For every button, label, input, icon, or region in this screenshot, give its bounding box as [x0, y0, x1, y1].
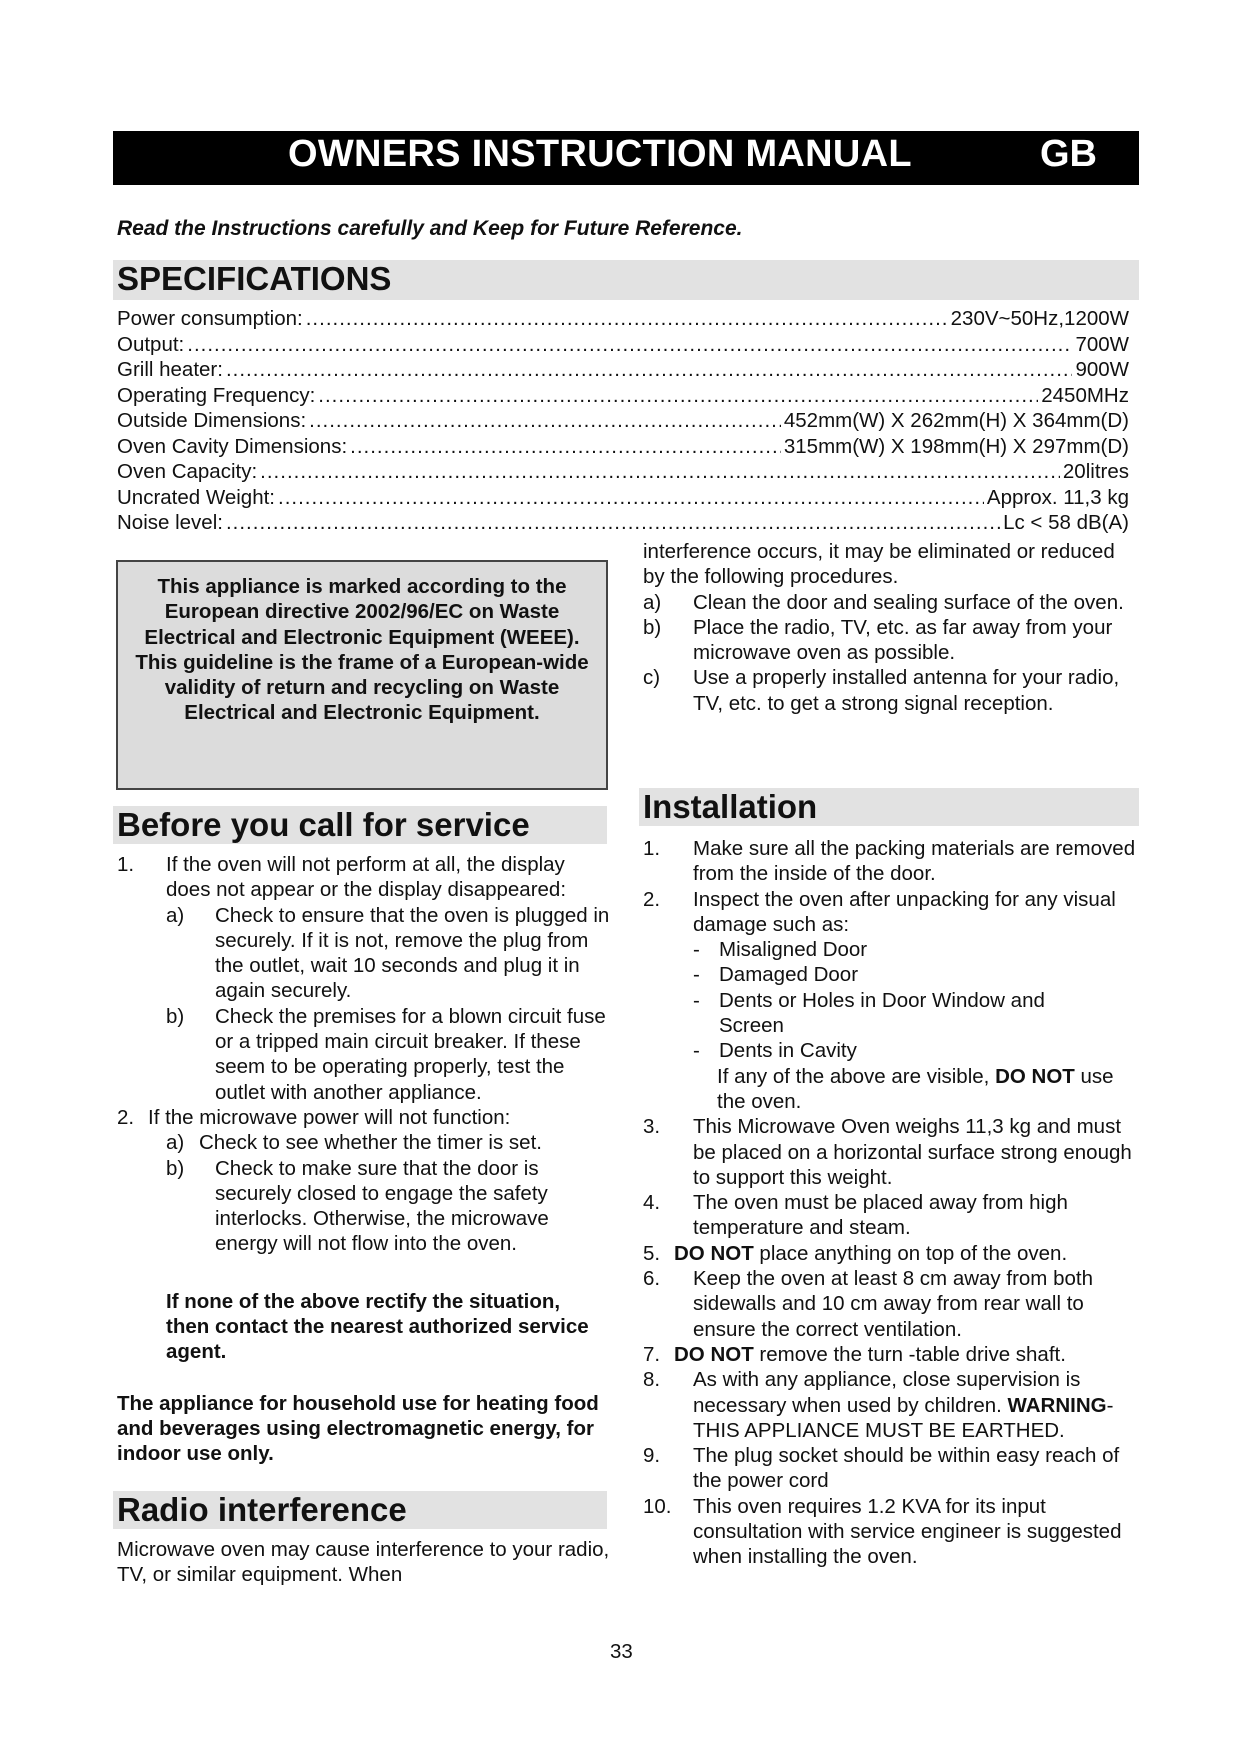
manual-title-bar: [113, 131, 1139, 185]
radio-procedures: [643, 539, 1128, 716]
spec-label: Noise level:: [117, 511, 223, 534]
specifications-list: [117, 306, 1129, 536]
list-item: [643, 1443, 1138, 1494]
item-text: Inspect the oven after unpacking for any visual damage such as:: [693, 887, 1116, 936]
item-number: 6.: [643, 1267, 661, 1291]
spec-row: [117, 434, 1129, 460]
item-text: place anything on top of the oven.: [753, 1241, 1068, 1265]
list-item: [166, 1004, 612, 1105]
item-text: Use a properly installed antenna for your radio, TV, etc. to get a strong signal reception.: [693, 666, 1120, 715]
list-item: [643, 1494, 1138, 1570]
leader-dots: [226, 510, 1000, 535]
spec-label: Output:: [117, 332, 185, 356]
list-item: [117, 1105, 612, 1130]
language-code: GB: [1040, 133, 1097, 175]
do-not-emphasis: DO NOT: [674, 1241, 754, 1265]
list-item: [166, 1156, 612, 1257]
dash-bullet: -: [693, 1039, 700, 1063]
item-text: Check the premises for a blown circuit fuse or a tripped main circuit breaker. If these seem to be operating properly, test the outlet with another appliance.: [215, 1004, 606, 1104]
leader-dots: [278, 485, 984, 510]
item-text: Check to make sure that the door is securely closed to engage the safety interlocks. Otherwise, the microwave energy will not flow into the oven.: [215, 1156, 549, 1256]
list-item: [643, 1266, 1138, 1342]
item-number: 4.: [643, 1191, 661, 1215]
item-text: Check to ensure that the oven is plugged in securely. If it is not, remove the plug from the outlet, wait 10 seconds and plug it in again securely.: [215, 903, 610, 1003]
spec-row: [117, 408, 1129, 434]
leader-dots: [318, 383, 1038, 408]
spec-label: Oven Cavity Dimensions:: [117, 434, 348, 458]
item-text: This oven requires 1.2 KVA for its input consultation with service engineer is suggested when installing the oven.: [693, 1494, 1122, 1569]
spec-label: Oven Capacity:: [117, 460, 258, 483]
item-number: 3.: [643, 1115, 661, 1139]
item-number: 7.: [643, 1342, 661, 1366]
spec-value: 700W: [1075, 332, 1129, 356]
spec-row: [117, 510, 1129, 536]
spec-row: [117, 332, 1129, 358]
read-instructions-note: Read the Instructions carefully and Keep for Future Reference.: [117, 217, 743, 240]
list-item: [643, 590, 1128, 615]
spec-value: 315mm(W) X 198mm(H) X 297mm(D): [783, 434, 1129, 458]
item-number: 9.: [643, 1444, 661, 1468]
list-item: [643, 1114, 1138, 1190]
spec-label: Operating Frequency:: [117, 383, 316, 407]
list-item: [693, 988, 1099, 1039]
visible-damage-note: [717, 1064, 1127, 1115]
weee-guideline-text: This guideline is the frame of a European-wide validity of return and recycling on Waste Electrical and Electronic Equipment.: [135, 650, 589, 725]
leader-dots: [309, 408, 781, 433]
item-number: 5.: [643, 1241, 661, 1265]
list-item: [643, 887, 1138, 938]
spec-row: [117, 459, 1129, 485]
do-not-emphasis: DO NOT: [674, 1342, 754, 1366]
do-not-emphasis: DO NOT: [995, 1064, 1075, 1088]
radio-intro: [117, 1537, 612, 1588]
list-item: [643, 1367, 1123, 1443]
spec-value: 20litres: [1062, 460, 1129, 483]
item-letter: a): [166, 1131, 185, 1155]
leader-dots: [306, 306, 948, 331]
item-text: The oven must be placed away from high temperature and steam.: [693, 1191, 1068, 1240]
item-text: Clean the door and sealing surface of the oven.: [693, 590, 1124, 614]
service-list: [117, 852, 612, 1467]
spec-label: Power consumption:: [117, 307, 303, 330]
leader-dots: [226, 357, 1072, 382]
list-item: [643, 1342, 1138, 1367]
service-heading: Before you call for service: [113, 806, 607, 844]
contact-service-agent-note: If none of the above rectify the situation, then contact the nearest authorized service agent.: [166, 1289, 589, 1364]
item-text: Dents or Holes in Door Window and Screen: [719, 988, 1045, 1038]
spec-row: [117, 383, 1129, 409]
note-text: use the oven.: [717, 1064, 1114, 1113]
dash-bullet: -: [693, 938, 700, 962]
list-item: [643, 615, 1128, 666]
radio-interference-heading: Radio interference: [113, 1491, 607, 1529]
warning-text: -THIS APPLIANCE MUST BE EARTHED.: [693, 1393, 1114, 1442]
leader-dots: [350, 434, 781, 459]
item-text: Misaligned Door: [719, 938, 868, 962]
spec-row: [117, 485, 1129, 511]
item-letter: b): [643, 615, 662, 639]
radio-intro-text: Microwave oven may cause interference to your radio, TV, or similar equipment. When: [117, 1538, 610, 1587]
list-item: [117, 852, 612, 903]
leader-dots: [260, 459, 1060, 484]
specifications-heading: SPECIFICATIONS: [113, 260, 1139, 300]
item-text: If the microwave power will not function:: [148, 1105, 511, 1129]
item-text: This Microwave Oven weighs 11,3 kg and must be placed on a horizontal surface strong enough to support this weight.: [693, 1115, 1132, 1189]
item-text: Place the radio, TV, etc. as far away from your microwave oven as possible.: [693, 615, 1113, 665]
spec-value: Approx. 11,3 kg: [986, 485, 1129, 509]
list-item: [643, 665, 1128, 716]
item-letter: a): [643, 590, 662, 614]
item-letter: b): [166, 1156, 185, 1180]
spec-label: Grill heater:: [117, 358, 223, 381]
item-number: 10.: [643, 1494, 672, 1518]
dash-bullet: -: [693, 988, 700, 1012]
manual-title: OWNERS INSTRUCTION MANUAL: [288, 133, 912, 175]
item-number: 1.: [643, 837, 661, 860]
item-number: 2.: [643, 887, 661, 911]
item-text: Keep the oven at least 8 cm away from both sidewalls and 10 cm away from rear wall to ensure the correct ventilation.: [693, 1267, 1093, 1341]
spec-value: 452mm(W) X 262mm(H) X 364mm(D): [783, 409, 1129, 432]
spec-value: Lc < 58 dB(A): [1003, 511, 1129, 534]
item-text: Make sure all the packing materials are removed from the inside of the door.: [693, 837, 1136, 886]
installation-list: [643, 836, 1138, 1570]
list-item: [693, 1038, 1138, 1063]
item-text: remove the turn -table drive shaft.: [753, 1342, 1066, 1366]
spec-value: 230V~50Hz,1200W: [950, 307, 1129, 330]
list-item: [643, 1241, 1138, 1266]
installation-heading: Installation: [639, 788, 1139, 826]
page-number: 33: [610, 1640, 633, 1663]
item-text: If the oven will not perform at all, the display does not appear or the display disappeared:: [166, 853, 567, 902]
list-item: [643, 836, 1138, 887]
item-letter: c): [643, 666, 661, 690]
note-text: If any of the above are visible,: [717, 1064, 996, 1088]
list-item: [166, 903, 612, 1004]
dash-bullet: -: [693, 963, 700, 987]
list-item: [166, 1130, 612, 1155]
list-item: [693, 962, 1138, 987]
item-text: Damaged Door: [719, 963, 859, 987]
warning-label: WARNING: [1007, 1393, 1107, 1417]
spec-label: Uncrated Weight:: [117, 485, 276, 509]
item-number: 2.: [117, 1105, 135, 1129]
spec-value: 900W: [1075, 358, 1129, 381]
item-text: Check to see whether the timer is set.: [199, 1131, 542, 1155]
item-number: 1.: [117, 853, 135, 876]
leader-dots: [187, 332, 1072, 357]
spec-row: [117, 357, 1129, 383]
item-text: The plug socket should be within easy reach of the power cord: [693, 1444, 1120, 1493]
spec-label: Outside Dimensions:: [117, 409, 307, 432]
list-item: [693, 937, 1138, 962]
item-letter: a): [166, 903, 185, 927]
spec-value: 2450MHz: [1041, 383, 1129, 407]
item-letter: b): [166, 1004, 185, 1028]
item-number: 8.: [643, 1368, 661, 1392]
item-text: As with any appliance, close supervision is necessary when used by children.: [693, 1368, 1081, 1417]
radio-continued-text: interference occurs, it may be eliminated or reduced by the following procedures.: [643, 540, 1115, 589]
list-item: [643, 1190, 1138, 1241]
household-use-note: The appliance for household use for heating food and beverages using electromagnetic energy, for indoor use only.: [117, 1391, 599, 1466]
weee-directive-text: This appliance is marked according to the European directive 2002/96/EC on Waste Electrical and Electronic Equipment (WEEE).: [144, 575, 580, 649]
weee-notice-box: [116, 560, 608, 790]
item-text: Dents in Cavity: [719, 1039, 857, 1063]
spec-row: [117, 306, 1129, 332]
